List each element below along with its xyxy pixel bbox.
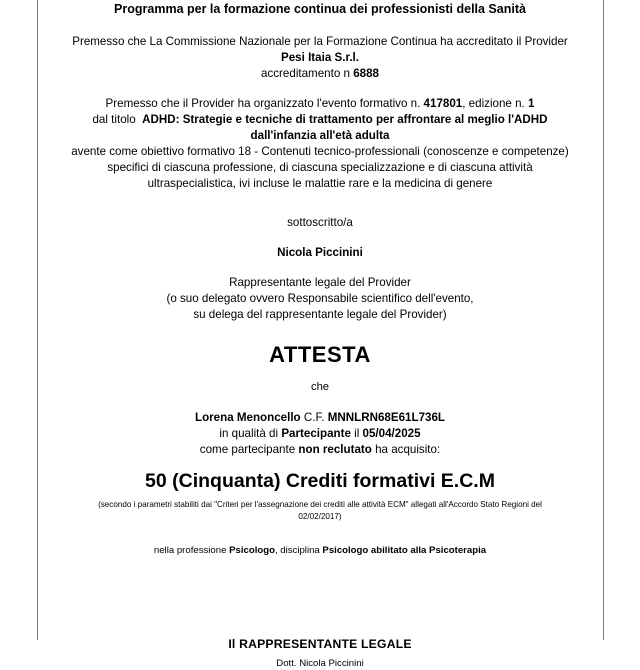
event-edition-label: , edizione n. [462,96,525,110]
footer-signature-title: Il RAPPRESENTANTE LEGALE [228,637,412,652]
fiscal-code-label: C.F. [303,411,325,425]
spacer [53,323,587,343]
quality-prefix: in qualità di [219,427,279,441]
recruit-prefix: come partecipante [199,443,296,457]
recruit-value: non reclutato [298,443,372,457]
credits-note-line-2: 02/02/2017) [298,512,342,522]
spacer [53,191,587,215]
event-title-line-1 [53,112,587,128]
fiscal-code-value: MNNLRN68E61L736L [327,411,445,425]
recruit-suffix: ha acquisito: [375,443,441,457]
spacer [53,18,587,34]
event-objective-line-3: ultraspecialistica, ivi incluse le malattie rare e la medicina di genere [147,176,493,190]
spacer [53,603,587,637]
page-rule-right [603,0,604,640]
date-value: 05/04/2025 [362,427,421,441]
event-objective-line-2: specifici di ciascuna professione, di ciascuna specializzazione e di ciascuna attività [107,160,533,174]
spacer [53,458,587,470]
provider-name: Pesi Itaia S.r.l. [281,50,359,64]
participant-identity-line [53,410,587,426]
accreditation-intro: Premesso che La Commissione Nazionale per la Formazione Continua ha accreditato il Provider [72,34,568,48]
spacer [53,368,587,380]
undersigned-label: sottoscritto/a [287,216,353,230]
profession-middle: , disciplina [274,544,320,556]
event-title-text: ADHD: Strategie e tecniche di trattamento per affrontare al meglio l'ADHD [142,112,548,126]
event-title-line-2: dall'infanzia all'età adulta [250,128,390,142]
signatory-role-line-3: su delega del rappresentante legale del Provider) [193,308,447,322]
date-prefix: il [354,427,360,441]
participant-recruit-line [53,442,587,458]
credits-value: 50 (Cinquanta) Crediti formativi E.C.M [145,470,495,493]
quality-value: Partecipante [281,427,351,441]
spacer [53,82,587,96]
event-intro-prefix: Premesso che il Provider ha organizzato l'evento formativo n. [105,96,421,110]
footer-signature-name: Dott. Nicola Piccinini [276,657,364,669]
event-title-label: dal titolo [92,112,136,126]
spacer [53,231,587,245]
profession-line [53,544,587,557]
participant-quality-line [53,426,587,442]
spacer [53,261,587,275]
accreditation-number-label: accreditamento n [261,66,350,80]
page-title: Programma per la formazione continua dei professionisti della Sanità [114,2,526,16]
participant-name: Lorena Menoncello [194,411,301,425]
event-number-line [53,96,587,112]
event-objective-line-1: avente come obiettivo formativo 18 - Contenuti tecnico-professionali (conoscenze e competenze) [71,144,569,158]
event-number-value: 417801 [423,96,463,110]
signatory-role-line-1: Rappresentante legale del Provider [229,276,411,290]
spacer [53,557,587,603]
profession-prefix: nella professione [153,544,227,556]
attesta-heading: ATTESTA [269,342,371,368]
spacer [53,394,587,410]
certificate-content [37,0,603,670]
discipline-value: Psicologo abilitato alla Psicoterapia [322,544,487,556]
credits-note-line-1: (secondo i parametri stabiliti dai "Criteri per l'assegnazione dei crediti alle attività ECM" allegati all'Accordo Stato Regioni del [98,499,542,509]
event-edition-value: 1 [528,96,535,110]
signatory-role-line-2: (o suo delegato ovvero Responsabile scientifico dell'evento, [166,292,474,306]
accreditation-number-value: 6888 [353,66,379,80]
spacer [53,524,587,544]
attesta-that-label: che [310,380,330,393]
accreditation-number-line [53,66,587,82]
profession-value: Psicologo [229,544,275,556]
signatory-name: Nicola Piccinini [277,246,363,260]
